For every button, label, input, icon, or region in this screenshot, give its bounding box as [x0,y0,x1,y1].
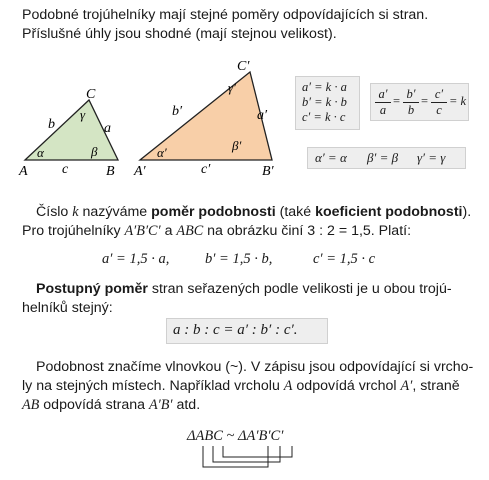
angle-eq-beta: β′ = β [367,150,399,165]
chain-ratio: a : b : c = a′ : b′ : c′. [173,322,298,338]
scale-formula-box [295,76,360,130]
formula-a: a′ = k · a [302,80,347,94]
ratio-num-c: c′ [434,87,444,101]
ratio-k: = k [449,94,467,108]
small-side-c: c [62,162,69,177]
angles-box [307,147,466,169]
small-vertex-b: B [106,164,115,179]
large-side-a: a′ [257,108,268,123]
para3-line-2: ly na stejných místech. Například vrcholu A odpovídá vrchol A′, straně [22,378,460,394]
small-vertex-c: C [86,87,96,102]
ratio-eq-1: = [393,94,401,108]
intro-line-2: Příslušné úhly jsou shodné (mají stejnou velikost). [22,26,337,42]
angle-eq-gamma: γ′ = γ [417,150,446,165]
para1-line-1: Číslo k nazýváme poměr podobnosti (také koeficient podobnosti). [36,204,472,220]
similarity-notation: ΔABC ~ ΔA′B′C′ [187,428,284,444]
formula-b: b′ = k · b [302,95,347,109]
correspondence-brackets [180,446,310,472]
small-beta: β [91,144,98,159]
large-vertex-a: A′ [134,164,146,179]
para3-line-1: Podobnost značíme vlnovkou (~). V zápisu jsou odpovídající si vrcho- [36,359,474,375]
ratio-den-a: a [379,103,387,117]
para2-line-2: helníků stejný: [22,300,113,316]
chain-ratio-box [166,318,328,344]
para3-line-3: AB odpovídá strana A′B′ atd. [22,397,201,413]
small-gamma: γ [80,107,86,122]
formula-c: c′ = k · c [302,110,346,124]
small-side-b: b [48,117,55,132]
ratio-den-b: b [407,103,415,117]
intro-line-1: Podobné trojúhelníky mají stejné poměry odpovídajících si stran. [22,7,429,23]
large-vertex-b: B′ [262,164,274,179]
large-vertex-c: C′ [237,59,250,74]
ratio-den-c: c [436,103,442,117]
large-alpha: α′ [157,145,167,160]
large-gamma: γ′ [228,80,236,95]
equation-a: a′ = 1,5 · a, [102,251,170,267]
large-beta: β′ [232,138,242,153]
triangles-figure [0,55,300,185]
ratio-formula-box [370,83,469,121]
small-alpha: α [37,145,44,160]
ratio-num-b: b′ [406,87,416,101]
angle-eq-alpha: α′ = α [315,150,347,165]
equation-b: b′ = 1,5 · b, [205,251,273,267]
ratio-eq-2: = [421,94,429,108]
ratio-num-a: a′ [378,87,388,101]
large-side-c: c′ [201,162,211,177]
small-side-a: a [104,121,111,136]
large-side-b: b′ [172,104,183,119]
equation-c: c′ = 1,5 · c [313,251,376,267]
small-vertex-a: A [19,164,28,179]
para2-line-1: Postupný poměr stran seřazených podle velikosti je u obou trojú- [36,281,452,297]
para1-line-2: Pro trojúhelníky A′B′C′ a ABC na obrázku činí 3 : 2 = 1,5. Platí: [22,223,412,239]
